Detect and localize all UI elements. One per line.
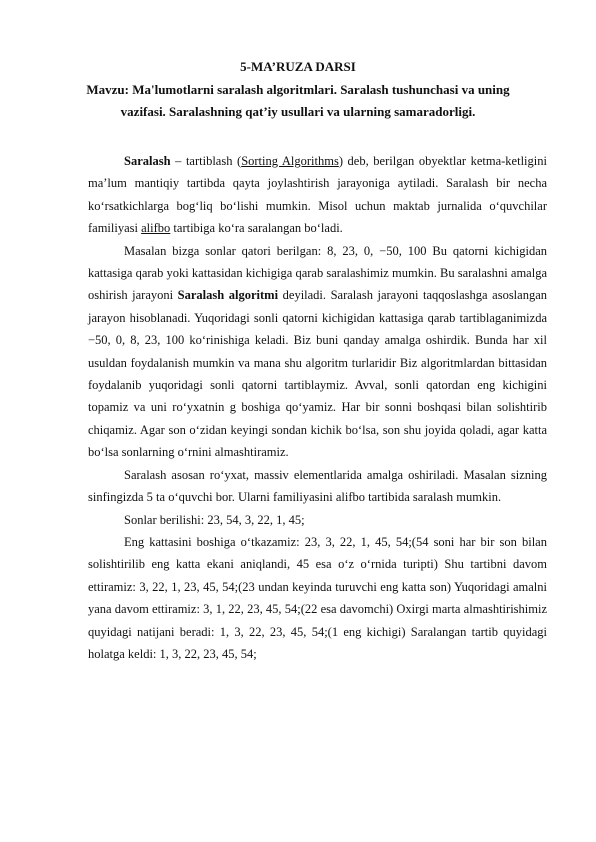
lecture-title: 5-MA’RUZA DARSI <box>240 59 356 74</box>
paragraph-arrays: Saralash asosan roʻyxat, massiv elementlarida amalga oshiriladi. Masalan sizning sinfingizda 5 ta oʻquvchi bor. Ularni familiyasini alifbo tartibida saralash mumkin. <box>88 467 547 505</box>
paragraph-steps: Eng kattasini boshiga oʻtkazamiz: 23, 3, 22, 1, 45, 54;(54 soni har bir son bilan solishtirilib eng katta ekani aniqlandi, 45 esa oʻz oʻrnida turipti) Shu tartibni davom ettiramiz: 3, 22, 1, 23, 45, 54;(23 undan keyinda turuvchi eng katta son) Yuqoridagi amalni yana davom ettiramiz: 3, 1, 22, 23, 45, 54;(22 esa davomchi) Oxirgi marta almashtirishimiz quyidagi natijani beradi: 1, 3, 22, 23, 45, 54;(1 eng kichigi) Saralangan tartib quyidagi holatga keldi: 1, 3, 22, 23, 45, 54; <box>88 534 547 661</box>
lecture-body <box>88 150 547 665</box>
paragraph-text: Masalan bizga sonlar qatori berilgan: 8, 23, 0, −50, 100 Bu qatorni kichigidan kattasiga qarab yoki kattasidan kichigiga qarab saralashimiz mumkin. Bu saralashni amalga oshirish jarayoni <box>88 243 547 303</box>
paragraph-numbers: Sonlar berilishi: 23, 54, 3, 22, 1, 45; <box>124 512 305 527</box>
paragraph-text: deyiladi. Saralash jarayoni taqqoslashga asoslangan jarayon hisoblanadi. Yuqoridagi sonli qatorni kichigidan kattasiga qarab tartiblaganimizda −50, 0, 8, 23, 100 koʻrinishiga keladi. Biz buni qanday amalga oshirdik. Bunda har xil usuldan foydalanish mumkin va mana shu algoritm turlaridir Biz algoritmlardan bittasidan foydalanib yuqoridagi sonli qatorni tartiblaymiz. Avval, sonli qatordan eng kichigini topamiz va uni roʻyxatnin g boshiga qoʻyamiz. Har bir sonni boshqasi bilan solishtirib chiqamiz. Agar son oʻzidan keyingi sondan kichik boʻlsa, son shu joyida qoladi, agar katta boʻlsa sonlarning oʻrnini almashtiramiz. <box>88 288 547 460</box>
link-alifbo[interactable]: alifbo <box>141 221 171 236</box>
lecture-topic <box>60 79 536 123</box>
paragraph-definition <box>88 150 547 240</box>
topic-line-1: Mavzu: Ma'lumotlarni saralash algoritmlari. Saralash tushunchasi va uning <box>86 82 510 97</box>
paragraph-example <box>88 240 547 464</box>
paragraph-text: tartibiga koʻra saralangan boʻladi. <box>170 221 343 236</box>
term-saralash: Saralash <box>124 154 171 168</box>
paragraph-text: ) deb, berilgan obyektlar ketma-ketligini ma’lum mantiqiy tartibda qayta joylashtirish jarayoniga aytiladi. Saralash bir necha koʻrsatkichlarga bogʻliq boʻlishi mumkin. Misol uchun maktab jurnalida oʻquvchilar familiyasi <box>88 154 547 236</box>
term-saralash-algoritmi: Saralash algoritmi <box>177 288 279 303</box>
link-sorting-algorithms[interactable]: Sorting Algorithms <box>241 154 339 168</box>
paragraph-text: – tartiblash ( <box>170 154 242 168</box>
topic-line-2: vazifasi. Saralashning qat’iy usullari va ularning samaradorligi. <box>120 104 476 119</box>
